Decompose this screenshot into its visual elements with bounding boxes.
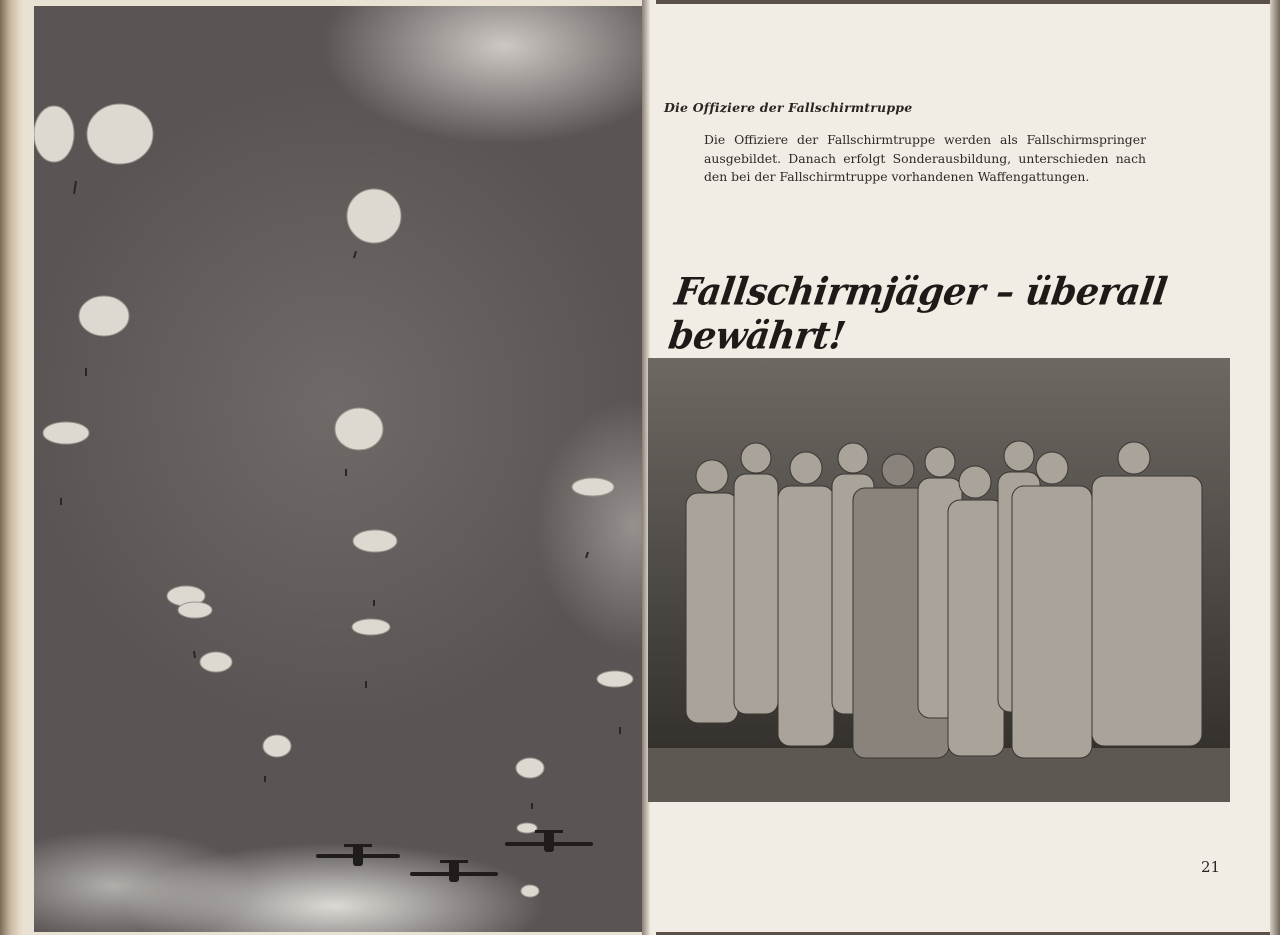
intro-line: ausgebildet. Danach erfolgt Sonderausbildung, unterschieden nach	[704, 150, 1146, 166]
parachute	[516, 758, 544, 778]
parachute	[517, 823, 537, 833]
jumper	[194, 651, 195, 658]
section-heading: Die Offiziere der Fallschirmtruppe	[664, 100, 913, 115]
soldier-figure	[686, 460, 738, 723]
parachute	[521, 885, 539, 897]
parachute	[34, 106, 74, 162]
soldier-figure	[948, 466, 1004, 756]
parachutes-photo	[34, 6, 646, 932]
parachute	[87, 104, 153, 164]
parachute	[43, 422, 89, 444]
parachute	[353, 530, 397, 552]
soldier-figure	[1092, 442, 1202, 746]
soldier-figure	[1012, 452, 1092, 758]
parachute	[178, 602, 212, 618]
group-photo	[648, 358, 1230, 802]
soldiers-group-illustration	[648, 358, 1230, 802]
parachute	[79, 296, 129, 336]
intro-line: Die Offiziere der Fallschirmtruppe werden als Fallschirmspringer	[704, 132, 1146, 147]
intro-line: den bei der Fallschirmtruppe vorhandenen Waffengattungen.	[704, 169, 1090, 184]
parachute	[597, 671, 633, 687]
parachute	[200, 652, 232, 672]
parachute	[347, 189, 401, 243]
transport-aircraft	[410, 860, 498, 882]
soldier-figure	[778, 452, 834, 746]
jumper	[354, 251, 356, 258]
intro-paragraph	[704, 131, 1146, 187]
jumper	[586, 552, 588, 558]
soldier-figure	[734, 443, 778, 714]
page-number: 21	[1201, 858, 1221, 876]
script-headline: Fallschirmjäger – überall bewährt!	[665, 269, 1170, 359]
parachutes-illustration	[34, 6, 646, 932]
parachute	[572, 478, 614, 496]
parachute	[352, 619, 390, 635]
parachute	[335, 408, 383, 450]
transport-aircraft	[505, 830, 593, 852]
parachute	[263, 735, 291, 757]
jumper	[74, 181, 76, 194]
right-page-edge	[1270, 0, 1280, 935]
transport-aircraft	[316, 844, 400, 866]
